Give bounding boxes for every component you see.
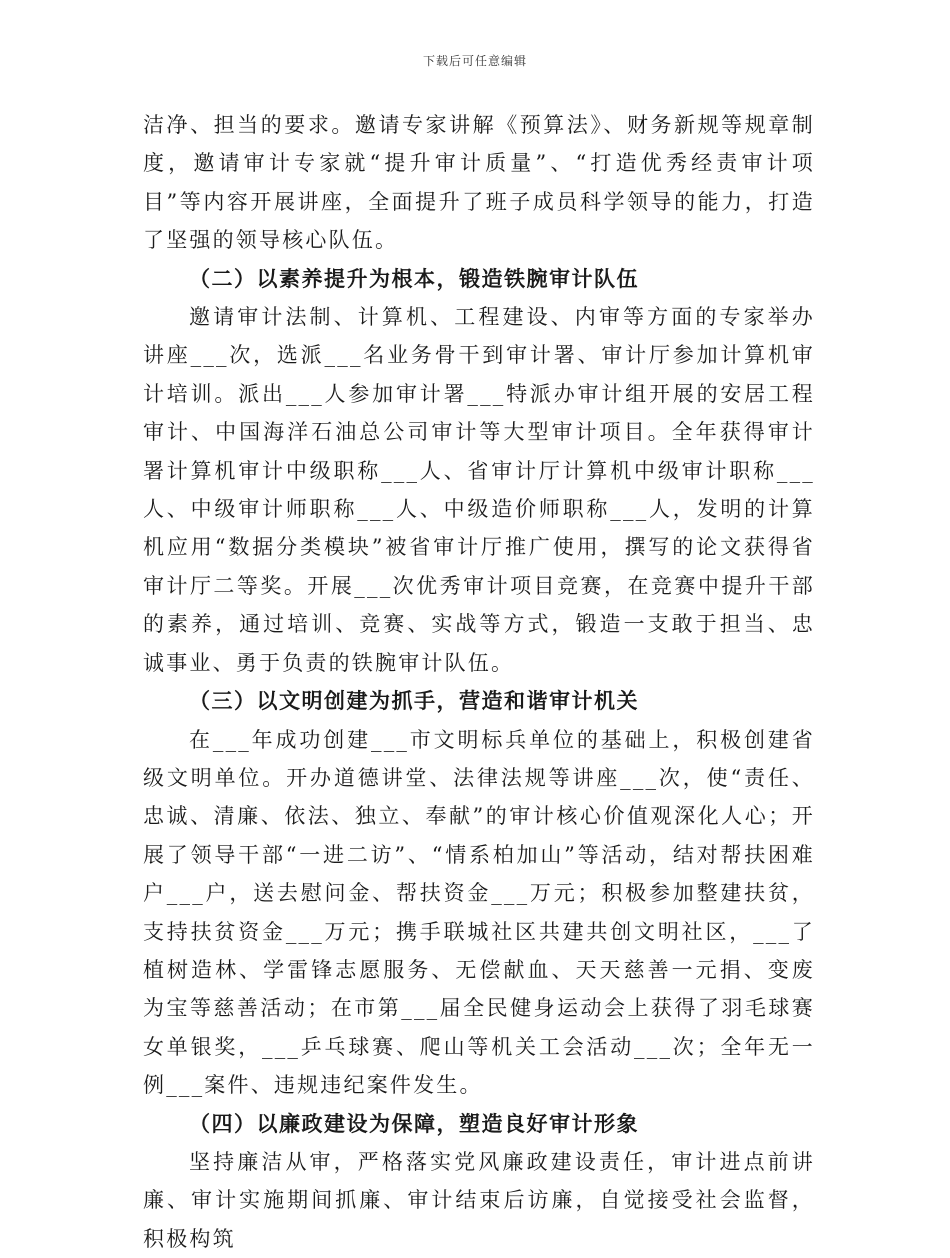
paragraph-section-2: 邀请审计法制、计算机、工程建设、内审等方面的专家举办讲座___次，选派___名业务骨干到审计署、审计厅参加计算机审计培训。派出___人参加审计署___特派办审计组开展的安居工程审计、中国海洋石油总公司审计等大型审计项目。全年获得审计署计算机审计中级职称___人、省审计厅计算机中级审计职称___人、中级审计师职称___人、中级造价师职称___人，发明的计算机应用“数据分类模块”被省审计厅推广使用，撰写的论文获得省审计厅二等奖。开展___次优秀审计项目竞赛，在竞赛中提升干部的素养，通过培训、竞赛、实战等方式，锻造一支敢于担当、忠诚事业、勇于负责的铁腕审计队伍。 bbox=[143, 305, 815, 675]
paragraph-continuation: 洁净、担当的要求。邀请专家讲解《预算法》、财务新规等规章制度，邀请审计专家就“提升审计质量”、“打造优秀经责审计项目”等内容开展讲座，全面提升了班子成员科学领导的能力，打造了坚强的领导核心队伍。 bbox=[143, 113, 815, 253]
paragraph-section-3: 在___年成功创建___市文明标兵单位的基础上，积极创建省级文明单位。开办道德讲堂、法律法规等讲座___次，使“责任、忠诚、清廉、依法、独立、奉献”的审计核心价值观深化人心；开展了领导干部“一进二访”、“情系柏加山”等活动，结对帮扶困难户___户，送去慰问金、帮扶资金___万元；积极参加整建扶贫，支持扶贫资金___万元；携手联城社区共建共创文明社区，___了植树造林、学雷锋志愿服务、无偿献血、天天慈善一元捐、变废为宝等慈善活动；在市第___届全民健身运动会上获得了羽毛球赛女单银奖，___乒乓球赛、爬山等机关工会活动___次；全年无一例___案件、违规违纪案件发生。 bbox=[143, 727, 815, 1098]
section-heading-2: （二）以素养提升为根本，锻造铁腕审计队伍 bbox=[189, 265, 639, 291]
page-header: 下载后可任意编辑 bbox=[422, 54, 527, 68]
paragraph-section-4: 坚持廉洁从审，严格落实党风廉政建设责任，审计进点前讲廉、审计实施期间抓廉、审计结束后访廉，自觉接受社会监督，积极构筑 bbox=[143, 1149, 815, 1251]
document-body bbox=[143, 106, 815, 1258]
section-heading-3: （三）以文明创建为抓手，营造和谐审计机关 bbox=[189, 688, 639, 714]
section-heading-4: （四）以廉政建设为保障，塑造良好审计形象 bbox=[189, 1110, 639, 1136]
